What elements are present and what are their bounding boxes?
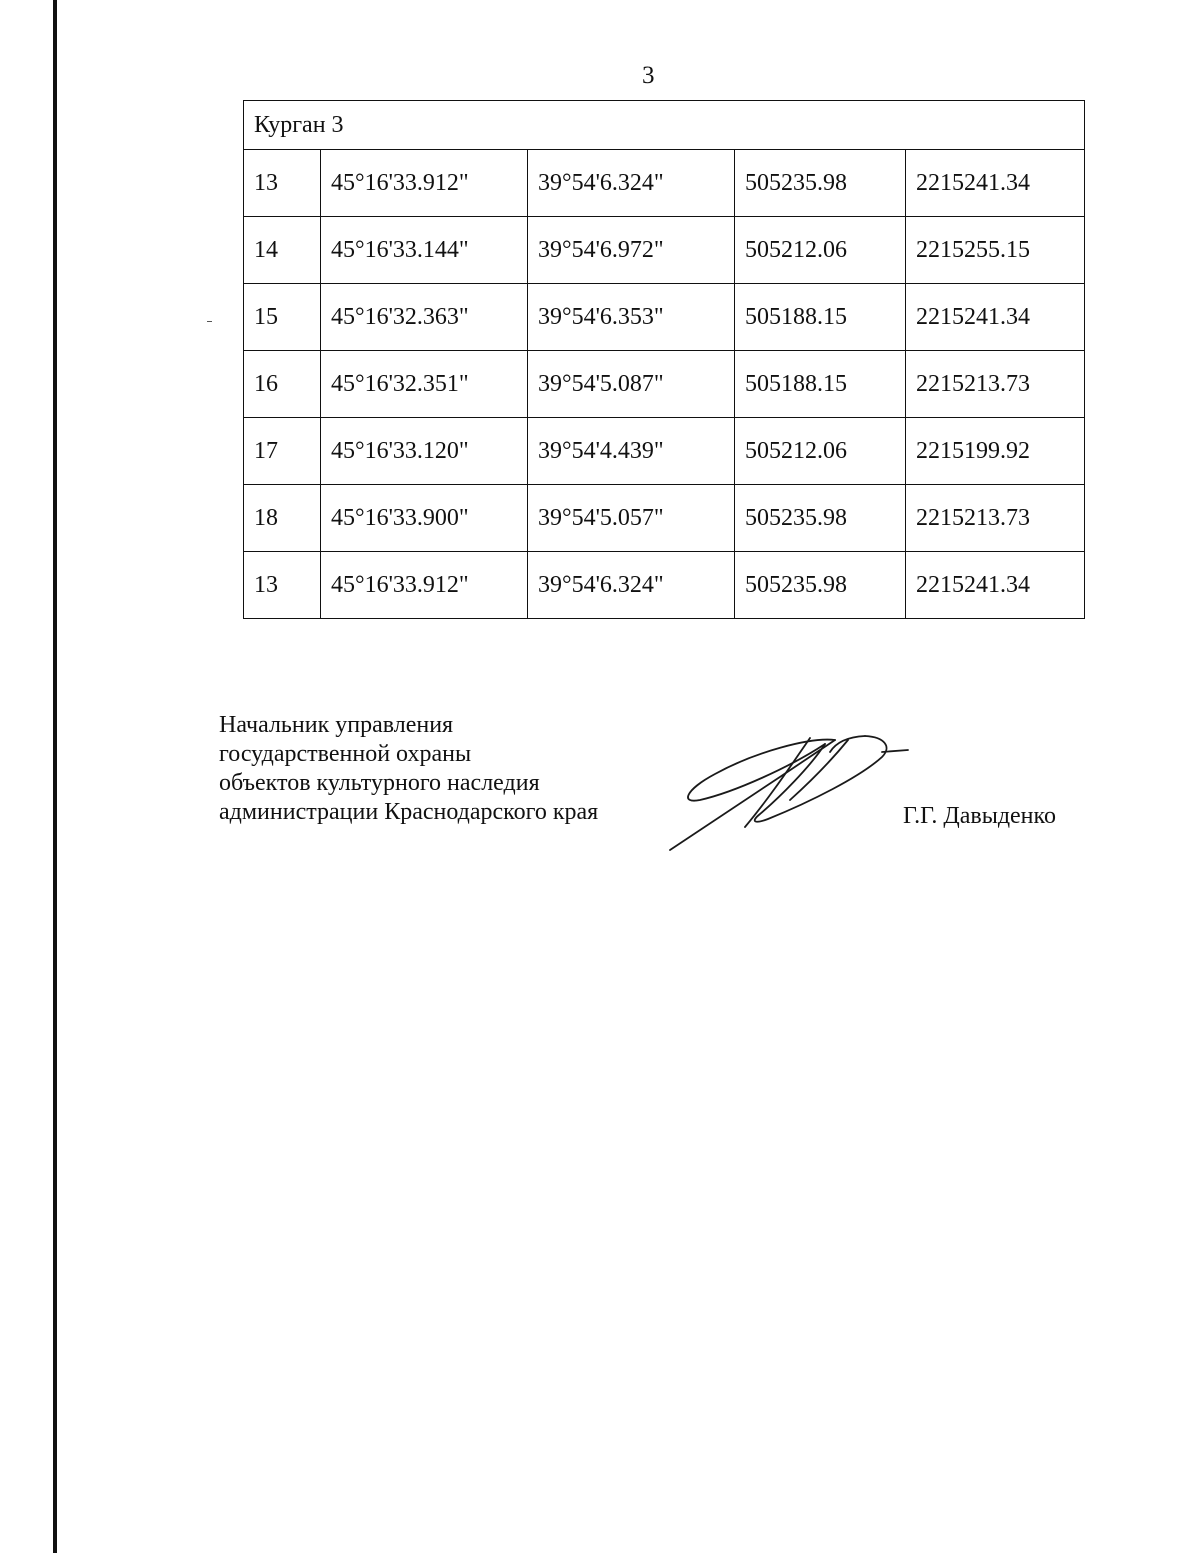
signatory-position-line: администрации Краснодарского края: [219, 799, 599, 825]
y-coordinate-cell: 2215241.34: [906, 284, 1085, 351]
latitude-cell: 45°16'32.351": [321, 351, 528, 418]
table-row: [244, 485, 1085, 552]
longitude-cell: 39°54'6.324": [528, 552, 735, 619]
y-coordinate-cell: 2215213.73: [906, 351, 1085, 418]
longitude-cell: 39°54'6.972": [528, 217, 735, 284]
point-number: 14: [244, 217, 321, 284]
longitude-cell: 39°54'5.057": [528, 485, 735, 552]
table-row: [244, 552, 1085, 619]
y-coordinate-cell: 2215255.15: [906, 217, 1085, 284]
longitude-cell: 39°54'5.087": [528, 351, 735, 418]
signatory-position: [219, 711, 598, 827]
longitude-cell: 39°54'4.439": [528, 418, 735, 485]
table-group-header-row: [244, 101, 1085, 150]
latitude-cell: 45°16'33.912": [321, 150, 528, 217]
point-number: 18: [244, 485, 321, 552]
x-coordinate-cell: 505188.15: [735, 284, 906, 351]
longitude-cell: 39°54'6.324": [528, 150, 735, 217]
signatory-position-line: Начальник управления: [219, 712, 454, 738]
table-row: [244, 351, 1085, 418]
table-row: [244, 217, 1085, 284]
x-coordinate-cell: 505212.06: [735, 418, 906, 485]
stray-mark: [207, 321, 212, 322]
point-number: 17: [244, 418, 321, 485]
y-coordinate-cell: 2215199.92: [906, 418, 1085, 485]
signatory-name: Г.Г. Давыденко: [903, 803, 1056, 829]
point-number: 13: [244, 150, 321, 217]
x-coordinate-cell: 505235.98: [735, 150, 906, 217]
point-number: 15: [244, 284, 321, 351]
group-label: Курган 3: [244, 101, 1085, 150]
point-number: 13: [244, 552, 321, 619]
y-coordinate-cell: 2215241.34: [906, 150, 1085, 217]
point-number: 16: [244, 351, 321, 418]
latitude-cell: 45°16'33.120": [321, 418, 528, 485]
table-row: [244, 284, 1085, 351]
latitude-cell: 45°16'33.912": [321, 552, 528, 619]
y-coordinate-cell: 2215241.34: [906, 552, 1085, 619]
latitude-cell: 45°16'32.363": [321, 284, 528, 351]
longitude-cell: 39°54'6.353": [528, 284, 735, 351]
left-margin-rule: [53, 0, 57, 1553]
x-coordinate-cell: 505212.06: [735, 217, 906, 284]
x-coordinate-cell: 505188.15: [735, 351, 906, 418]
table-row: [244, 418, 1085, 485]
y-coordinate-cell: 2215213.73: [906, 485, 1085, 552]
page-number: 3: [642, 62, 655, 89]
coordinates-table: [243, 100, 1085, 619]
x-coordinate-cell: 505235.98: [735, 552, 906, 619]
signatory-position-line: объектов культурного наследия: [219, 770, 540, 796]
signatory-position-line: государственной охраны: [219, 741, 472, 767]
latitude-cell: 45°16'33.144": [321, 217, 528, 284]
handwritten-signature: [660, 722, 920, 857]
latitude-cell: 45°16'33.900": [321, 485, 528, 552]
x-coordinate-cell: 505235.98: [735, 485, 906, 552]
table-row: [244, 150, 1085, 217]
